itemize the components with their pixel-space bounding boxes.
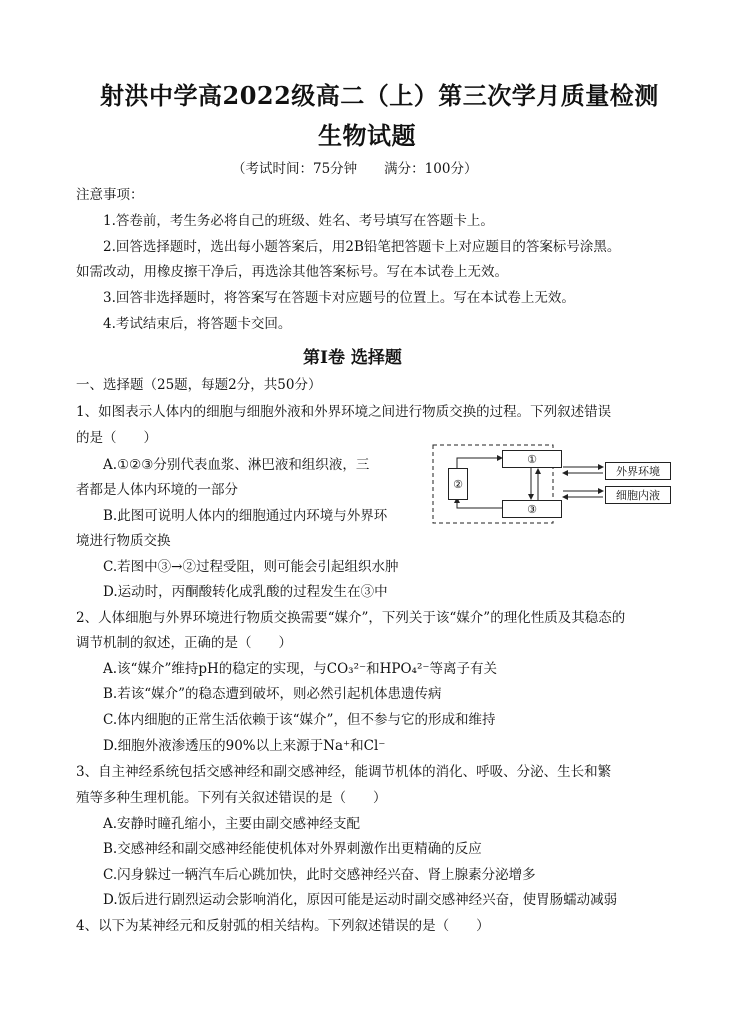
q1-option-b: B.此图可说明人体内的细胞通过内环境与外界环: [103, 508, 388, 524]
diagram-box-2: ②: [448, 468, 468, 500]
q2-option-d: D.细胞外液渗透压的90%以上来源于Na⁺和Cl⁻: [103, 738, 386, 754]
diagram-box-intracellular: 细胞内液: [605, 486, 671, 504]
q1-option-d: D.运动时，丙酮酸转化成乳酸的过程发生在③中: [103, 584, 388, 600]
q1-diagram: [432, 444, 674, 524]
exam-info: （考试时间：75分钟 满分：100分）: [232, 161, 478, 177]
notice-item-2: 2.回答选择题时，选出每小题答案后，用2B铅笔把答题卡上对应题目的答案标号涂黑。: [103, 239, 621, 255]
q3-stem-cont: 殖等多种生理机能。下列有关叙述错误的是（ ）: [76, 790, 387, 806]
q1-option-c: C.若图中③→②过程受阻，则可能会引起组织水肿: [103, 559, 399, 575]
q4-stem: 4、以下为某神经元和反射弧的相关结构。下列叙述错误的是（ ）: [76, 918, 490, 934]
section-title: 第Ⅰ卷 选择题: [303, 348, 402, 368]
q3-option-b: B.交感神经和副交感神经能使机体对外界刺激作出更精确的反应: [103, 841, 482, 857]
exam-title: 射洪中学高2022级高二（上）第三次学月质量检测: [100, 81, 659, 110]
q2-option-b: B.若该“媒介”的稳态遭到破坏，则必然引起机体患遗传病: [103, 686, 442, 702]
q2-stem: 2、人体细胞与外界环境进行物质交换需要“媒介”，下列关于该“媒介”的理化性质及其稳态的: [76, 610, 626, 626]
q1-option-b-cont: 境进行物质交换: [76, 533, 171, 549]
notice-item-1: 1.答卷前，考生务必将自己的班级、姓名、考号填写在答题卡上。: [103, 213, 494, 229]
part-intro: 一、选择题（25题，每题2分，共50分）: [76, 377, 322, 393]
diagram-box-1: ①: [502, 450, 562, 468]
notice-heading: 注意事项：: [76, 187, 144, 203]
notice-item-3: 3.回答非选择题时，将答案写在答题卡对应题号的位置上。写在本试卷上无效。: [103, 290, 575, 306]
diagram-box-3: ③: [502, 500, 562, 518]
q3-option-c: C.闪身躲过一辆汽车后心跳加快，此时交感神经兴奋、肾上腺素分泌增多: [103, 867, 536, 883]
q3-stem: 3、自主神经系统包括交感神经和副交感神经，能调节机体的消化、呼吸、分泌、生长和繁: [76, 764, 612, 780]
q2-stem-cont: 调节机制的叙述，正确的是（ ）: [76, 635, 292, 651]
q2-option-c: C.体内细胞的正常生活依赖于该“媒介”，但不参与它的形成和维持: [103, 712, 496, 728]
q2-option-a: A.该“媒介”维持pH的稳定的实现，与CO₃²⁻和HPO₄²⁻等离子有关: [103, 661, 497, 677]
q1-stem: 1、如图表示人体内的细胞与细胞外液和外界环境之间进行物质交换的过程。下列叙述错误: [76, 404, 612, 420]
q1-stem-cont: 的是（ ）: [76, 430, 157, 446]
notice-item-2-cont: 如需改动，用橡皮擦干净后，再选涂其他答案标号。写在本试卷上无效。: [76, 264, 508, 280]
exam-subtitle: 生物试题: [318, 121, 416, 150]
q1-option-a: A.①②③分别代表血浆、淋巴液和组织液，三: [103, 457, 370, 473]
q1-option-a-cont: 者都是人体内环境的一部分: [76, 482, 238, 498]
diagram-box-external-env: 外界环境: [605, 462, 671, 480]
q3-option-a: A.安静时瞳孔缩小，主要由副交感神经支配: [103, 816, 361, 832]
notice-item-4: 4.考试结束后，将答题卡交回。: [103, 316, 292, 332]
q3-option-d: D.饭后进行剧烈运动会影响消化，原因可能是运动时副交感神经兴奋，使胃肠蠕动减弱: [103, 892, 618, 908]
